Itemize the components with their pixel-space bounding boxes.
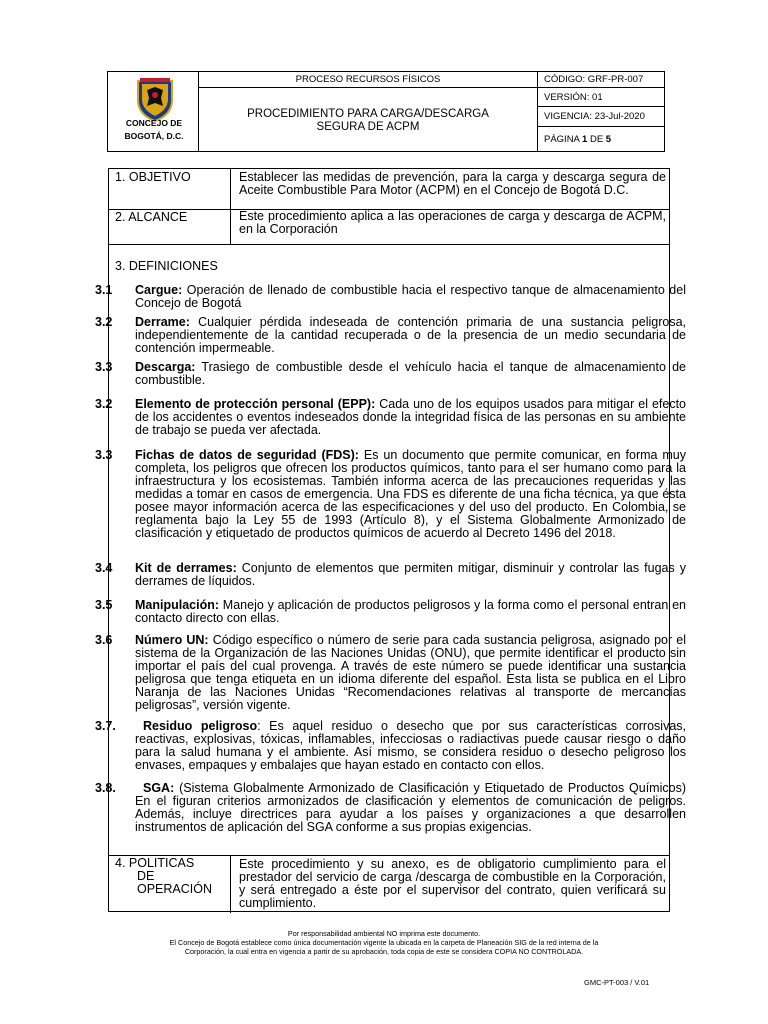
definition-item: 3.4 Kit de derrames: Conjunto de elementos que permiten mitigar, disminuir y controlar las fugas y derrames de líquidos. <box>95 561 686 588</box>
section-politicas-text: Este procedimiento y su anexo, es de obligatorio cumplimiento para el prestador del servicio de carga /descarga de combustible en la Corporación, y será entregado a éste por el supervisor del contrato, quien verificará su cumplimiento. <box>239 857 666 910</box>
section-definiciones-label: 3. DEFINICIONES <box>115 259 218 273</box>
document-version: VERSIÓN: 01 <box>537 87 665 107</box>
section-alcance-text: Este procedimiento aplica a las operaciones de carga y descarga de ACPM, en la Corporación <box>239 209 666 236</box>
institution-name: CONCEJO DE BOGOTÁ, D.C. <box>124 118 184 141</box>
section-alcance-label: 2. ALCANCE <box>115 210 188 224</box>
document-header <box>107 71 657 152</box>
document-title: PROCEDIMIENTO PARA CARGA/DESCARGA SEGURA DE ACPM <box>198 87 538 152</box>
definition-item: 3.2 Elemento de protección personal (EPP): Cada uno de los equipos usados para mitigar el efecto de los accidentes o eventos indeseados donde la integridad física de las personas en su ambiente de trabajo se pueda ver afectada. <box>95 397 686 437</box>
definition-item: 3.5 Manipulación: Manejo y aplicación de productos peligrosos y la forma como el personal entran en contacto directo con ellas. <box>95 598 686 625</box>
section-objetivo-text: Establecer las medidas de prevención, para la carga y descarga segura de Aceite Combustible Para Motor (ACPM) en el Concejo de Bogotá D.C. <box>239 170 666 197</box>
definition-item: 3.7. Residuo peligroso: Es aquel residuo o desecho que por sus características corrosivas, reactivas, explosivas, tóxicas, inflamables, infecciosas o radiactivas puede causar riesgo o daño para la salud humana y el ambiente. Así mismo, se considera residuo o desecho peligroso los envases, empaques y embalajes que hayan estado en contacto con ellos. <box>95 719 687 772</box>
definition-item: 3.8. SGA: (Sistema Globalmente Armonizado de Clasificación y Etiquetado de Productos Químicos) En el figuran criterios armonizados de clasificación y elementos de comunicación de peligros. Además, incluye directrices para ayudar a los países y organizaciones a que desarrollen instrumentos de aplicación del SGA conforme a sus propias exigencias. <box>95 781 686 834</box>
footer-notice: Corporación, la cual entra en vigencia a partir de su aprobación, toda copia de este se considera COPIA NO CONTROLADA. <box>184 947 584 956</box>
footer-notice: El Concejo de Bogotá establece como única documentación vigente la ubicada en la carpeta de Planeación SIG de la red interna de la <box>169 938 599 947</box>
row-divider <box>109 244 669 245</box>
coat-of-arms-icon <box>136 78 174 122</box>
column-divider <box>230 855 231 913</box>
page-indicator: PÁGINA 1 DE 5 <box>537 126 665 152</box>
definition-item: 3.3 Fichas de datos de seguridad (FDS): Es un documento que permite comunicar, en forma muy completa, los peligros que ofrecen los productos químicos, tanto para el ser humano como para la infraestructura y los ecosistemas. También informa acerca de las precauciones requeridas y las medidas a tomar en casos de emergencia. Una FDS es diferente de una ficha técnica, ya que ésta posee mayor información acerca de las especificaciones y del uso del producto. En Colombia, se reglamenta bajo la Ley 55 de 1993 (Artículo 8), y el Sistema Globalmente Armonizado de clasificación y etiquetado de productos químicos de acuerdo al Decreto 1496 del 2018. <box>95 448 686 540</box>
logo-cell <box>107 71 199 152</box>
footer-form-code: GMC-PT-003 / V.01 <box>584 978 650 987</box>
footer-notice: Por responsabilidad ambiental NO imprima este documento. <box>287 929 481 938</box>
document-code: CÓDIGO: GRF-PR-007 <box>537 71 665 88</box>
document-validity: VIGENCIA: 23-Jul-2020 <box>537 106 665 127</box>
definition-item: 3.3 Descarga: Trasiego de combustible desde el vehículo hacia el tanque de almacenamiento de combustible. <box>95 360 686 387</box>
process-name: PROCESO RECURSOS FÍSICOS <box>198 71 538 88</box>
definition-item: 3.1 Cargue: Operación de llenado de combustible hacia el respectivo tanque de almacenamiento del Concejo de Bogotá <box>95 283 686 310</box>
section-objetivo-label: 1. OBJETIVO <box>115 170 191 184</box>
definition-item: 3.6 Número UN: Código específico o número de serie para cada sustancia peligrosa, asignado por el sistema de la Organización de las Naciones Unidas (ONU), que permite identificar el producto sin importar el país del cual provenga. A través de este número se puede identificar una sustancia peligrosa que tenga etiqueta en un idioma diferente del español. Esta lista se publica en el Libro Naranja de las Naciones Unidas “Recomendaciones relativas al transporte de mercancías peligrosas”, versión vigente. <box>95 633 687 712</box>
procedure-body <box>95 168 687 912</box>
column-divider <box>230 169 231 244</box>
section-politicas-label: 4. POLITICAS DE OPERACIÓN <box>115 856 213 896</box>
definition-item: 3.2 Derrame: Cualquier pérdida indeseada de contención primaria de una sustancia peligrosa, independientemente de la cantidad recuperada o de la presencia de un medio secundaria de contención impermeable. <box>95 315 686 355</box>
